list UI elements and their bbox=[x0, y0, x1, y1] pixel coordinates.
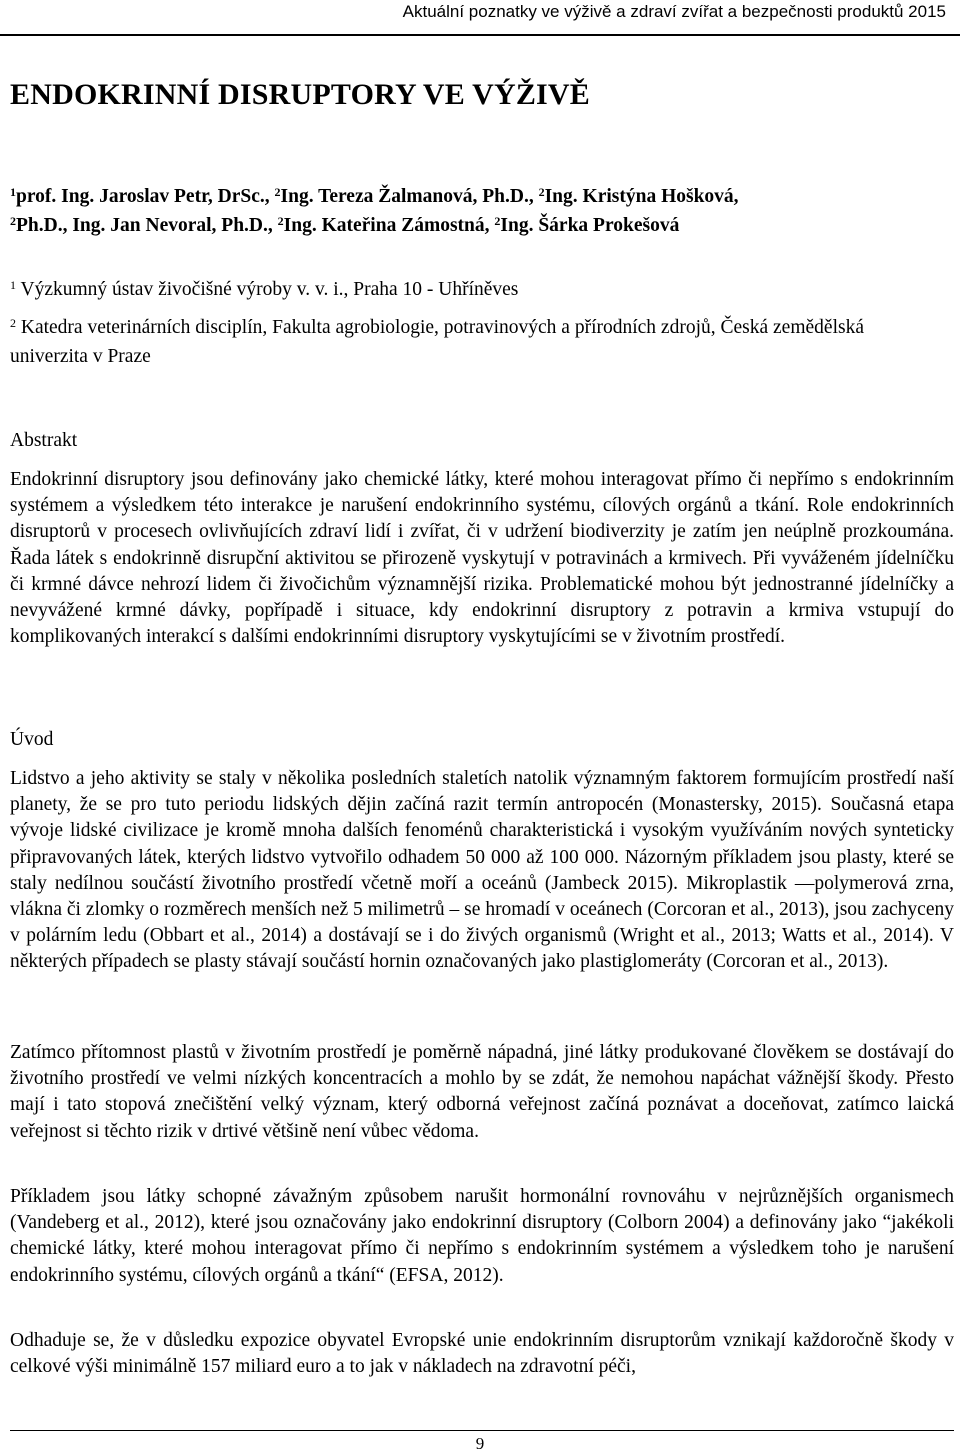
author-list bbox=[10, 182, 940, 240]
affiliation-mark: 1 bbox=[10, 278, 16, 292]
running-header bbox=[0, 0, 960, 36]
intro-paragraph-4: Odhaduje se, že v důsledku expozice obyvatel Evropské unie endokrinním disruptorům vznikají každoročně škody v celkové výši minimálně 157 miliard euro a to jak v nákladech na zdravotní péči, bbox=[10, 1330, 954, 1378]
author-name: Ing. Šárka Prokešová bbox=[500, 215, 680, 236]
author-affil-mark: 2 bbox=[277, 214, 284, 228]
page-number: 9 bbox=[475, 1434, 485, 1453]
author-name: Ing. Tereza Žalmanová, Ph.D., bbox=[280, 186, 539, 207]
author-name: Ph.D., Ing. Jan Nevoral, Ph.D., bbox=[16, 215, 278, 236]
paper-title: ENDOKRINNÍ DISRUPTORY VE VÝŽIVĚ bbox=[10, 78, 590, 111]
affiliation-2 bbox=[10, 313, 945, 371]
author-affil-mark: 2 bbox=[274, 185, 281, 199]
intro-paragraph-2: Zatímco přítomnost plastů v životním prostředí je poměrně nápadná, jiné látky produkované člověkem se dostávají do životního prostředí ve velmi nízkých koncentracích a mohlo by se zdát, že nemohou napáchat vážnější škody. Přesto mají i tato stopová znečištění velký význam, který odborná veřejnost začíná poznávat a doceňovat, zatímco laická veřejnost si těchto rizik v drtivé většině není vůbec vědoma. bbox=[10, 1042, 954, 1142]
affiliation-text: Katedra veterinárních disciplín, Fakulta agrobiologie, potravinových a přírodních zdrojů, Česká zemědělská univerzita v Praze bbox=[10, 317, 864, 367]
affiliation-mark: 2 bbox=[10, 316, 16, 330]
author-name: Ing. Kateřina Zámostná, bbox=[283, 215, 495, 236]
intro-heading: Úvod bbox=[10, 729, 54, 750]
author-affil-mark: 2 bbox=[494, 214, 501, 228]
intro-paragraph-1: Lidstvo a jeho aktivity se staly v několika posledních staletích natolik významným faktorem formujícím prostředí naší planety, že se pro tuto periodu lidských dějin začíná razit termín antropocén (Monastersky, 2015). Současná etapa vývoje lidské civilizace je kromě mnoha dalších fenoménů charakteristická i vysokým využíváním nových synteticky připravovaných látek, kterých lidstvo vytvořilo odhadem 50 000 až 100 000. Názorným příkladem jsou plasty, které se staly nedílnou součástí životního prostředí včetně moří a oceánů (Jambeck 2015). Mikroplastik —polymerová zrna, vlákna či zlomky o rozměrech menších než 5 milimetrů – se hromadí v oceánech (Corcoran et al., 2013), jsou zachyceny v polárním ledu (Obbart et al., 2014) a dostávají se i do živých organismů (Wright et al., 2013; Watts et al., 2014). V některých případech se plasty stávají součástí hornin označovaných jako plastiglomeráty (Corcoran et al., 2013). bbox=[10, 768, 954, 973]
author-name: Ing. Kristýna Hošková, bbox=[544, 186, 739, 207]
running-title: Aktuální poznatky ve výživě a zdraví zvířat a bezpečnosti produktů 2015 bbox=[402, 2, 946, 21]
affiliation-text: Výzkumný ústav živočišné výroby v. v. i., Praha 10 - Uhříněves bbox=[16, 279, 519, 300]
author-affil-mark: 1 bbox=[10, 185, 16, 199]
author-name: prof. Ing. Jaroslav Petr, DrSc., bbox=[16, 186, 275, 207]
footer-rule bbox=[10, 1430, 954, 1431]
abstract-text: Endokrinní disruptory jsou definovány jako chemické látky, které mohou interagovat přímo či nepřímo s endokrinním systémem a výsledkem této interakce je narušení endokrinního systému, cílových orgánů a tkání. Role endokrinních disruptorů v procesech ovlivňujících zdraví lidí i zvířat, či v udržení biodiverzity je zatím jen neúplně prozkoumána. Řada látek s endokrinně disrupční aktivitou se přirozeně vyskytují v potravinách a krmivech. Při vyváženém jídelníčku či krmné dávce nehrozí lidem či živočichům významnější rizika. Problematické mohou být jednostranné jídelníčky a nevyvážené krmné dávky, popřípadě i situace, kdy endokrinní disruptory z potravin a krmiva vstupují do komplikovaných interakcí s dalšími endokrinními disruptory vyskytujícími se v životním prostředí. bbox=[10, 469, 954, 648]
author-affil-mark: 2 bbox=[538, 185, 545, 199]
affiliation-1 bbox=[10, 275, 945, 304]
intro-paragraph-3: Příkladem jsou látky schopné závažným způsobem narušit hormonální rovnováhu v nejrůznějších organismech (Vandeberg et al., 2012), které jsou označovány jako endokrinní disruptory (Colborn 2004) a definovány jako “jakékoli chemické látky, které mohou interagovat přímo či nepřímo s endokrinním systémem a výsledkem toho je narušení endokrinního systému, cílových orgánů a tkání“ (EFSA, 2012). bbox=[10, 1186, 954, 1286]
author-affil-mark: 2 bbox=[10, 214, 16, 228]
abstract-heading: Abstrakt bbox=[10, 430, 78, 451]
